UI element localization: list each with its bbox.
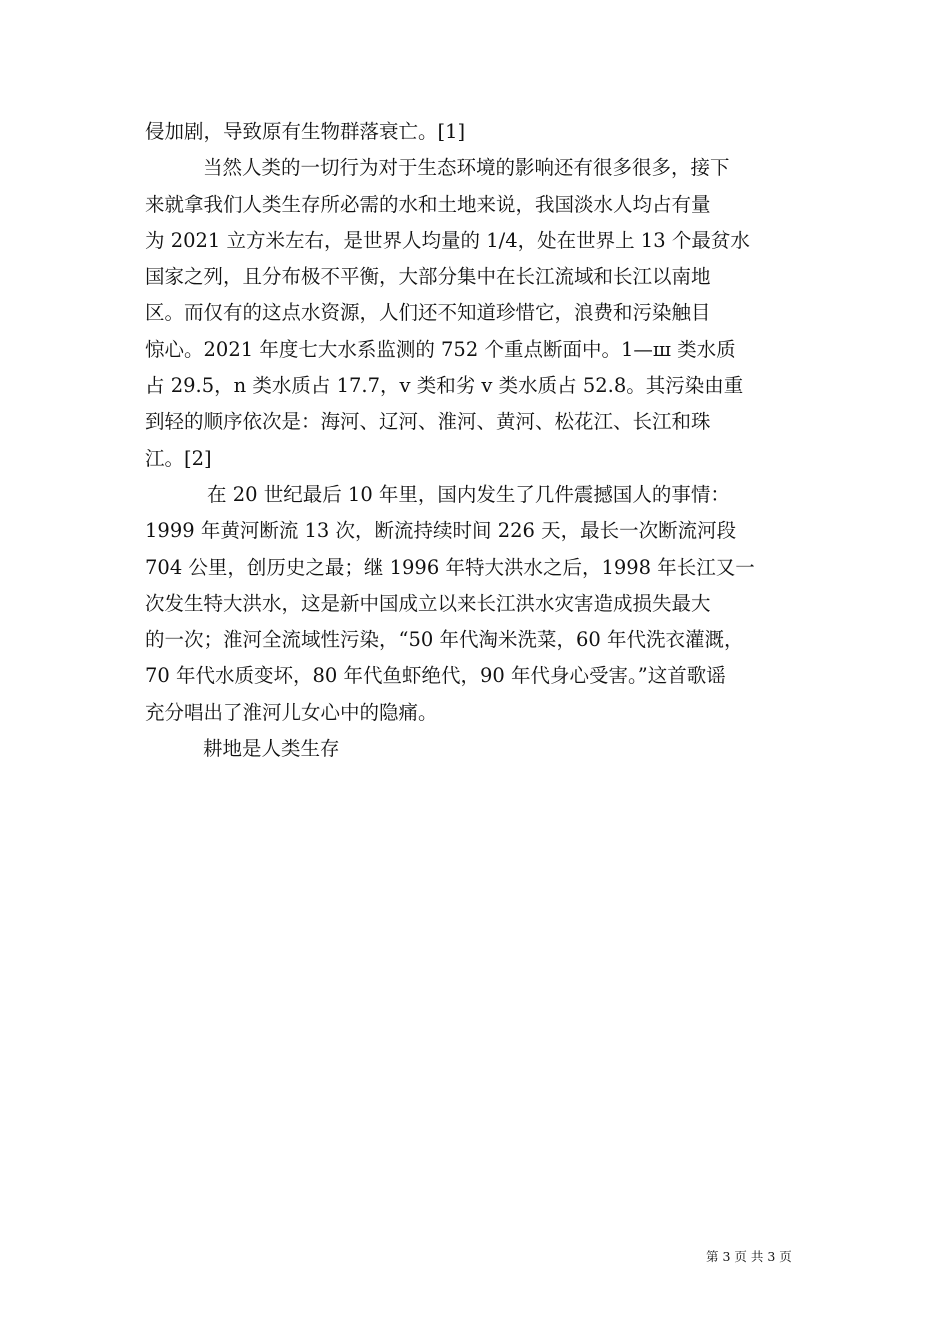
text-line: 侵加剧，导致原有生物群落衰亡。[1]	[145, 120, 466, 143]
text-line: 次发生特大洪水，这是新中国成立以来长江洪水灾害造成损失最大	[145, 591, 711, 615]
text-line: 充分唱出了淮河儿女心中的隐痛。	[145, 700, 438, 724]
body-text	[145, 114, 835, 767]
text-line: 占 29.5，n 类水质占 17.7，v 类和劣 v 类水质占 52.8。其污染由重	[145, 374, 744, 398]
text-line: 惊心。2021 年度七大水系监测的 752 个重点断面中。1—ш 类水质	[145, 337, 736, 361]
text-line: 到轻的顺序依次是：海河、辽河、淮河、黄河、松花江、长江和珠	[145, 410, 711, 434]
paragraph-farmland	[145, 731, 835, 767]
text-line: 国家之列，且分布极不平衡，大部分集中在长江流域和长江以南地	[145, 265, 711, 289]
text-line: 区。而仅有的这点水资源，人们还不知道珍惜它，浪费和污染触目	[145, 301, 711, 325]
text-line: 当然人类的一切行为对于生态环境的影响还有很多很多，接下	[203, 156, 730, 180]
text-line: 来就拿我们人类生存所必需的水和土地来说，我国淡水人均占有量	[145, 192, 711, 216]
paragraph-water-resources	[145, 150, 835, 477]
text-line: 1999 年黄河断流 13 次，断流持续时间 226 天，最长一次断流河段	[145, 519, 737, 543]
text-line: 耕地是人类生存	[203, 737, 340, 761]
text-line: 为 2021 立方米左右，是世界人均量的 1/4，处在世界上 13 个最贫水	[145, 228, 750, 252]
page-number: 第 3 页 共 3 页	[706, 1249, 792, 1264]
text-line: 704 公里，创历史之最；继 1996 年特大洪水之后，1998 年长江又一	[145, 555, 755, 579]
text-line: 70 年代水质变坏，80 年代鱼虾绝代，90 年代身心受害。”这首歌谣	[145, 664, 726, 688]
text-line: 的一次；淮河全流域性污染，“50 年代淘米洗菜，60 年代洗衣灌溉，	[145, 628, 744, 652]
text-line: 在 20 世纪最后 10 年里，国内发生了几件震撼国人的事情：	[207, 482, 730, 506]
paragraph-floods-pollution	[145, 477, 835, 731]
paragraph-continuation	[145, 114, 835, 150]
text-line: 江。[2]	[145, 446, 212, 470]
